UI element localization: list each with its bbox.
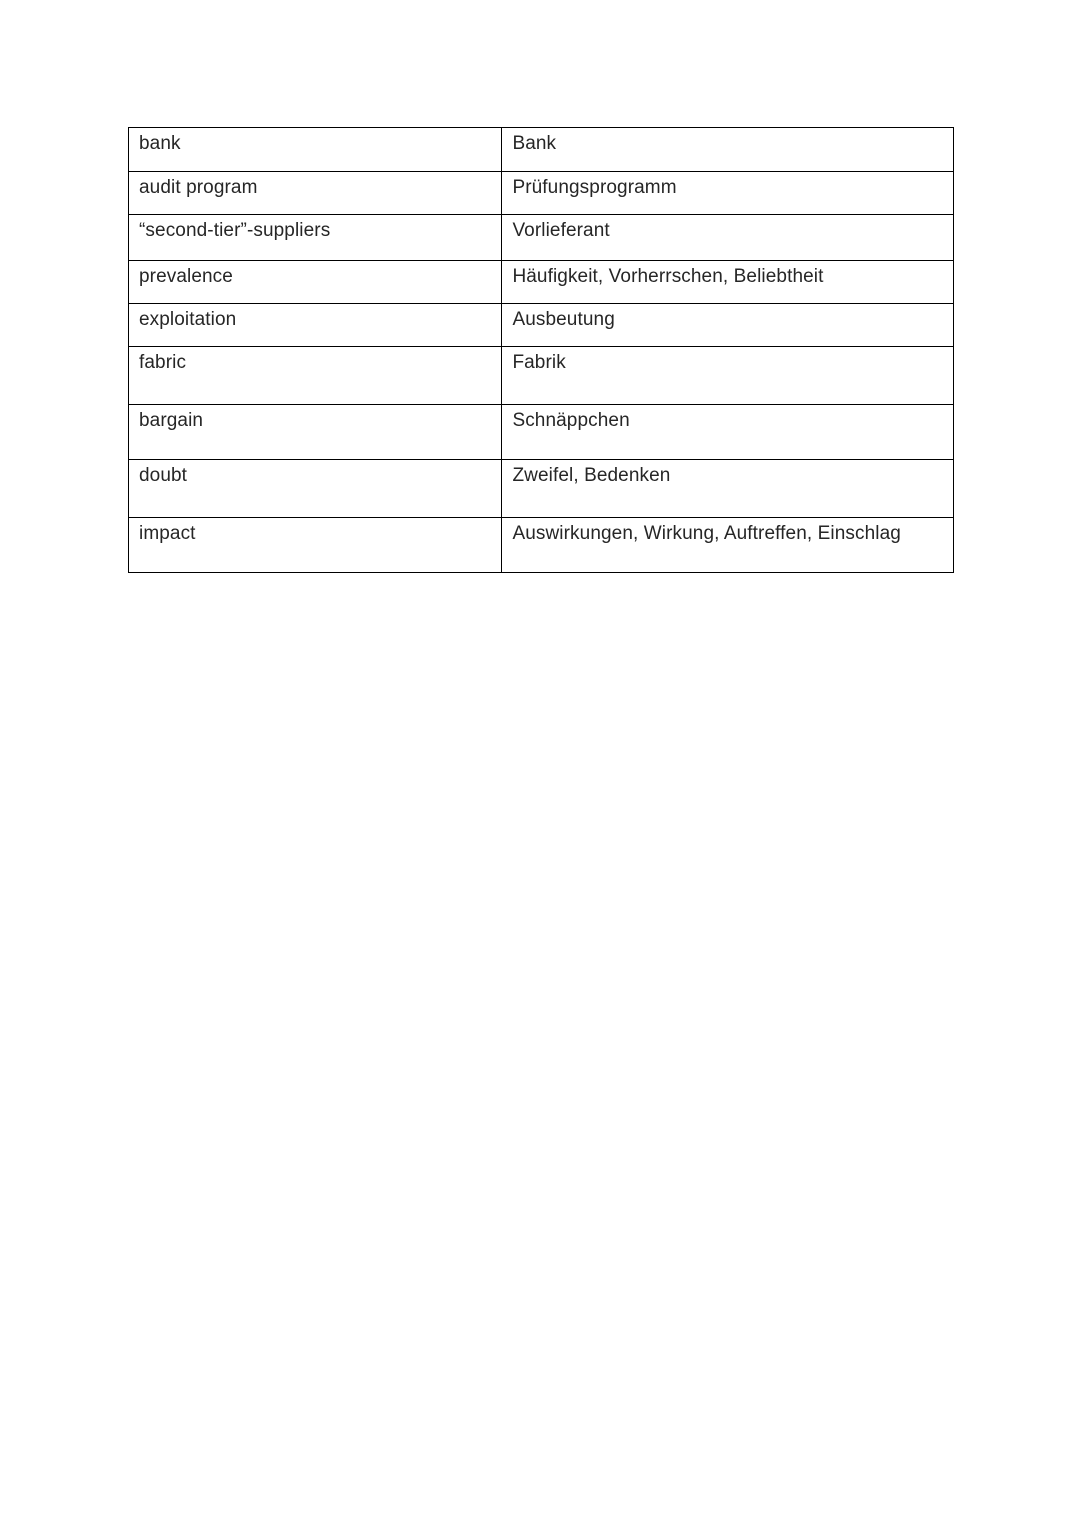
english-term: “second-tier”-suppliers bbox=[129, 215, 502, 261]
german-translation: Zweifel, Bedenken bbox=[502, 460, 954, 518]
english-term: doubt bbox=[129, 460, 502, 518]
english-term: impact bbox=[129, 518, 502, 573]
german-translation: Fabrik bbox=[502, 347, 954, 405]
german-translation: Auswirkungen, Wirkung, Auftreffen, Einschlag bbox=[502, 518, 954, 573]
english-term: exploitation bbox=[129, 304, 502, 347]
table-row bbox=[129, 128, 954, 172]
table-row bbox=[129, 261, 954, 304]
table-row bbox=[129, 405, 954, 460]
english-term: prevalence bbox=[129, 261, 502, 304]
table-row bbox=[129, 347, 954, 405]
english-term: bargain bbox=[129, 405, 502, 460]
german-translation: Prüfungsprogramm bbox=[502, 172, 954, 215]
table-row bbox=[129, 518, 954, 573]
table-row bbox=[129, 172, 954, 215]
german-translation: Bank bbox=[502, 128, 954, 172]
german-translation: Vorlieferant bbox=[502, 215, 954, 261]
table-row bbox=[129, 215, 954, 261]
english-term: bank bbox=[129, 128, 502, 172]
table-row bbox=[129, 304, 954, 347]
table-row bbox=[129, 460, 954, 518]
vocabulary-table bbox=[128, 127, 954, 573]
german-translation: Ausbeutung bbox=[502, 304, 954, 347]
english-term: audit program bbox=[129, 172, 502, 215]
german-translation: Schnäppchen bbox=[502, 405, 954, 460]
english-term: fabric bbox=[129, 347, 502, 405]
german-translation: Häufigkeit, Vorherrschen, Beliebtheit bbox=[502, 261, 954, 304]
